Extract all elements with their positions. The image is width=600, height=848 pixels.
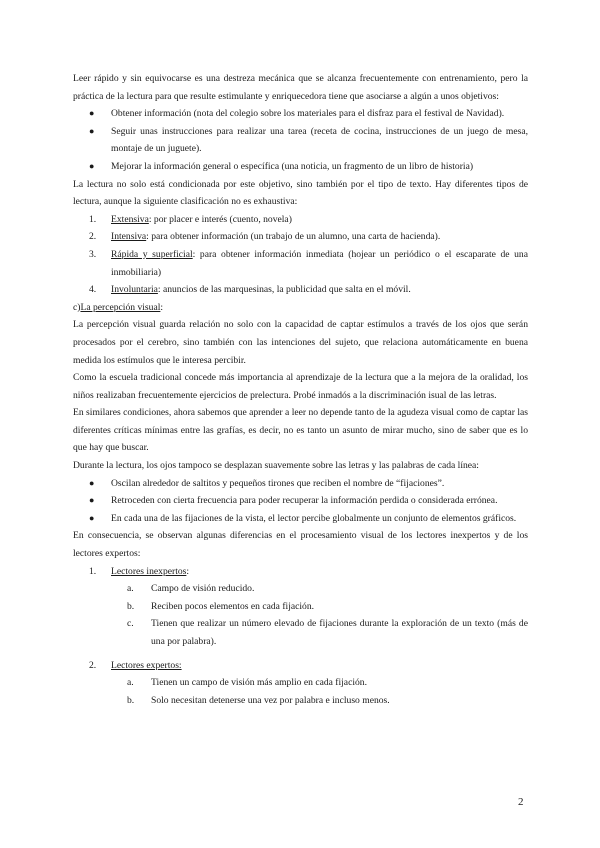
bullet-icon: ● xyxy=(89,477,95,488)
page-number: 2 xyxy=(518,796,524,808)
inexpert-traits-list xyxy=(73,580,528,650)
objectives-list xyxy=(73,105,528,175)
bullet-icon: ● xyxy=(89,160,95,171)
types-intro-paragraph: La lectura no solo está condicionada por este objetivo, sino también por el tipo de texto. Hay diferentes tipos de lectura, aunque la siguiente clasificación no es exhaustiva: xyxy=(73,178,528,208)
reading-types-list xyxy=(73,211,528,299)
list-item: ● Obtener información (nota del colegio sobre los materiales para el disfraz para el festival de Navidad). xyxy=(73,105,528,123)
list-item: ● Mejorar la información general o específica (una noticia, un fragmento de un libro de historia) xyxy=(73,158,528,176)
list-item: a. Tienen un campo de visión más amplio en cada fijación. xyxy=(127,677,367,689)
list-item: ● En cada una de las fijaciones de la vista, el lector percibe globalmente un conjunto de elementos gráficos. xyxy=(73,510,528,528)
list-item: b. Solo necesitan detenerse una vez por palabra e incluso menos. xyxy=(127,694,390,706)
expert-traits-list xyxy=(73,674,528,709)
group-title: Lectores inexpertos xyxy=(111,565,187,577)
term: Rápida y superficial xyxy=(111,248,193,260)
list-item: 2. Intensiva: para obtener información (un trabajo de un alumno, una carta de hacienda). xyxy=(89,231,441,243)
paragraph: En consecuencia, se observan algunas diferencias en el procesamiento visual de los lectores inexpertos y de los lectores expertos: xyxy=(73,530,528,560)
intro-paragraph: Leer rápido y sin equivocarse es una destreza mecánica que se alcanza frecuentemente con entrenamiento, pero la práctica de la lectura para que resulte estimulante y enriquecedora tiene que asociarse a algún a unos objetivos: xyxy=(73,73,528,102)
reader-groups-list xyxy=(73,563,528,581)
list-item: 4. Involuntaria: anuncios de las marquesinas, la publicidad que salta en el móvil. xyxy=(89,284,411,296)
group-title: Lectores expertos: xyxy=(111,659,182,671)
section-heading: c)La percepción visual: xyxy=(73,301,164,313)
bullet-icon: ● xyxy=(89,108,95,119)
list-item: 3. Rápida y superficial: para obtener información inmediata (hojear un periódico o el escaparate de una inmobiliaria) xyxy=(89,248,528,278)
document-page xyxy=(73,70,528,709)
bullet-icon: ● xyxy=(89,512,95,523)
term: Extensiva xyxy=(111,213,149,225)
bullet-icon: ● xyxy=(89,125,95,136)
list-item: ● Oscilan alrededor de saltitos y pequeños tirones que reciben el nombre de “fijaciones”. xyxy=(73,475,528,493)
reader-groups-list-2 xyxy=(73,657,528,675)
list-item: 1. Extensiva: por placer e interés (cuento, novela) xyxy=(89,213,292,225)
list-item: ● Seguir unas instrucciones para realizar una tarea (receta de cocina, instrucciones de un juego de mesa, montaje de un juguete). xyxy=(73,123,528,158)
list-item: ● Retroceden con cierta frecuencia para poder recuperar la información perdida o considerada errónea. xyxy=(73,492,528,510)
paragraph: En similares condiciones, ahora sabemos que aprender a leer no depende tanto de la agudeza visual como de captar las diferentes críticas mínimas entre las grafías, es decir, no es tanto un asunto de mirar mucho, sino de saber que es lo que hay que buscar. xyxy=(73,407,528,454)
list-item: c. Tienen que realizar un número elevado de fijaciones durante la exploración de un texto (más de una por palabra). xyxy=(127,618,528,647)
paragraph: Como la escuela tradicional concede más importancia al aprendizaje de la lectura que a la mejora de la oralidad, los niños realizaban frecuentemente ejercicios de prelectura. Probé inmadós a la discriminación isual de las letras. xyxy=(73,372,528,401)
eye-movement-list xyxy=(73,475,528,528)
list-item: b. Reciben pocos elementos en cada fijación. xyxy=(127,600,315,612)
list-item: a. Campo de visión reducido. xyxy=(127,583,255,595)
bullet-icon: ● xyxy=(89,495,95,506)
term: Involuntaria xyxy=(111,284,158,296)
paragraph: La percepción visual guarda relación no solo con la capacidad de captar estímulos a través de los ojos que serán procesados por el cerebro, sino también con las intenciones del sujeto, que relaciona automáticamente en buena medida los estímulos que le interesa percibir. xyxy=(73,319,528,366)
list-item: 1. Lectores inexpertos: xyxy=(89,565,190,577)
paragraph: Durante la lectura, los ojos tampoco se desplazan suavemente sobre las letras y las palabras de cada línea: xyxy=(73,460,479,472)
term: Intensiva xyxy=(111,231,147,243)
list-item: 2. Lectores expertos: xyxy=(89,659,182,671)
